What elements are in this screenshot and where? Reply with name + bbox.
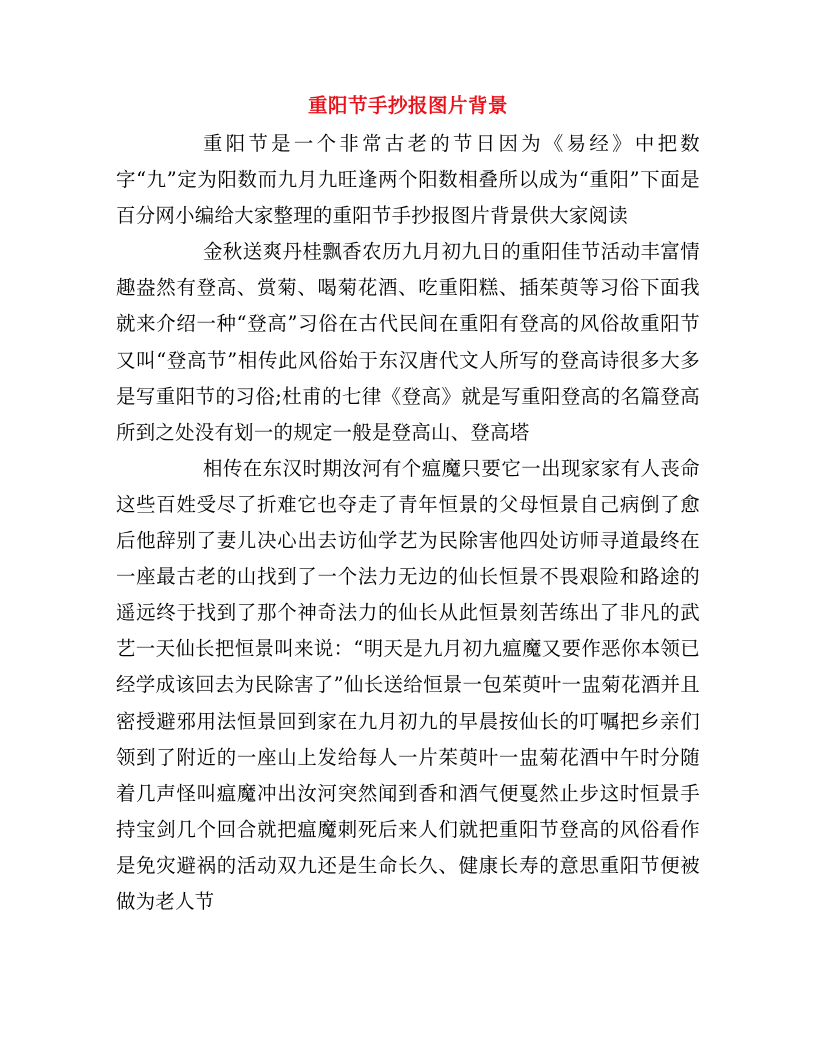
document-title: 重阳节手抄报图片背景 (307, 94, 508, 117)
document-page (116, 92, 700, 920)
paragraph-customs: 金秋送爽丹桂飘香农历九月初九日的重阳佳节活动丰富情趣盎然有登高、赏菊、喝菊花酒、吃重阳糕、插茱萸等习俗下面我就来介绍一种“登高”习俗在古代民间在重阳有登高的风俗故重阳节又叫“登高节”相传此风俗始于东汉唐代文人所写的登高诗很多大多是写重阳节的习俗;杜甫的七律《登高》就是写重阳登高的名篇登高所到之处没有划一的规定一般是登高山、登高塔 (116, 240, 700, 444)
paragraph-intro: 重阳节是一个非常古老的节日因为《易经》中把数字“九”定为阳数而九月九旺逢两个阳数相叠所以成为“重阳”下面是百分网小编给大家整理的重阳节手抄报图片背景供大家阅读 (116, 132, 700, 228)
paragraph-legend: 相传在东汉时期汝河有个瘟魔只要它一出现家家有人丧命这些百姓受尽了折难它也夺走了青年恒景的父母恒景自己病倒了愈后他辞别了妻儿决心出去访仙学艺为民除害他四处访师寻道最终在一座最古老的山找到了一个法力无边的仙长恒景不畏艰险和路途的遥远终于找到了那个神奇法力的仙长从此恒景刻苦练出了非凡的武艺一天仙长把恒景叫来说：“明天是九月初九瘟魔又要作恶你本领已经学成该回去为民除害了”仙长送给恒景一包茱萸叶一盅菊花酒并且密授避邪用法恒景回到家在九月初九的早晨按仙长的叮嘱把乡亲们领到了附近的一座山上发给每人一片茱萸叶一盅菊花酒中午时分随着几声怪叫瘟魔冲出汝河突然闻到香和酒气便戛然止步这时恒景手持宝剑几个回合就把瘟魔刺死后来人们就把重阳节登高的风俗看作是免灾避祸的活动双九还是生命长久、健康长寿的意思重阳节便被做为老人节 (116, 456, 700, 913)
